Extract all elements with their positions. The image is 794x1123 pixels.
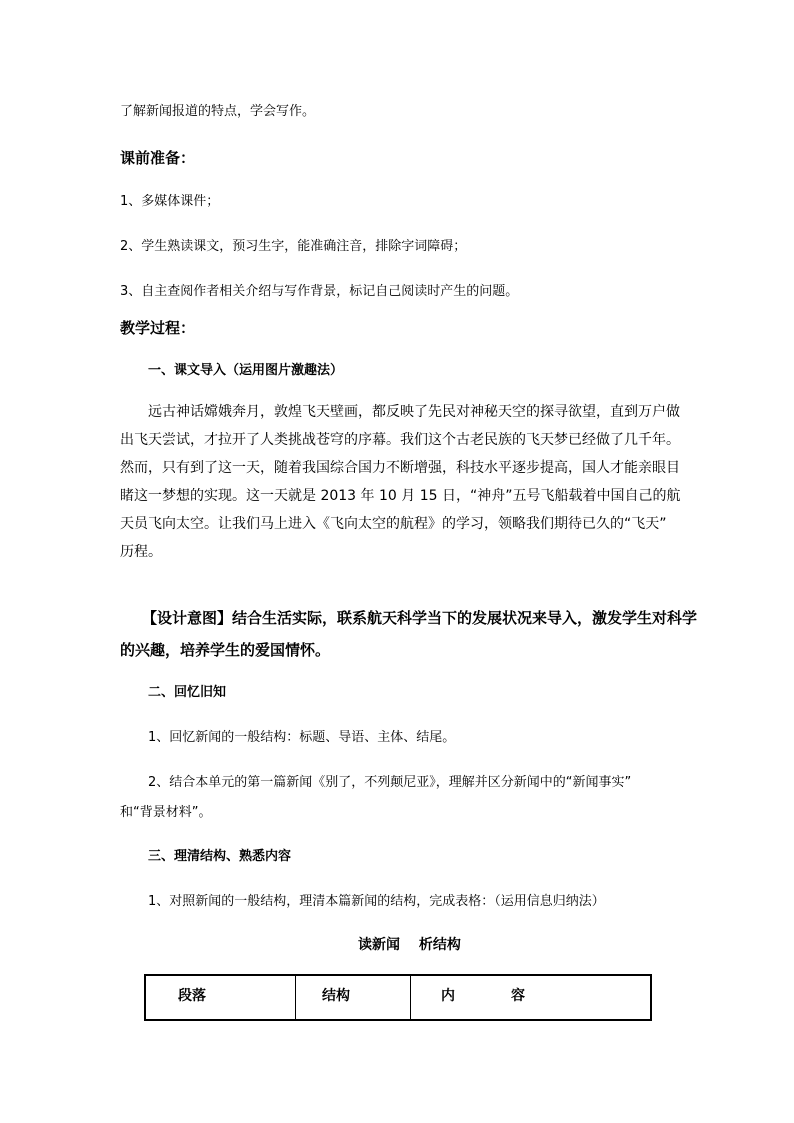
section2-item-1: 1、回忆新闻的一般结构：标题、导语、主体、结尾。 [148,730,456,745]
table-header-cell: 内 容 [411,975,652,1020]
table-header-cell: 段落 [145,975,296,1020]
section1-line: 出飞天尝试，才拉开了人类挑战苍穹的序幕。我们这个古老民族的飞天梦已经做了几千年。 [120,432,680,448]
prep-item-3: 3、自主查阅作者相关介绍与写作背景，标记自己阅读时产生的问题。 [120,284,519,299]
prep-item-2: 2、学生熟读课文，预习生字，能准确注音，排除字词障碍； [120,239,467,254]
prep-heading: 课前准备： [120,149,196,167]
section3-item-1: 1、对照新闻的一般结构，理清本篇新闻的结构，完成表格：（运用信息归纳法） [148,894,605,909]
section1-line: 睹这一梦想的实现。这一天就是 2013 年 10 月 15 日，“神舟”五号飞船载着中国自己的航 [120,488,681,504]
prep-item-1: 1、多媒体课件； [120,194,220,209]
section1-heading: 一、课文导入（运用图片激趣法） [148,363,344,378]
section1-line: 然而，只有到了这一天，随着我国综合国力不断增强，科技水平逐步提高，国人才能亲眼目 [120,460,680,476]
table-caption: 读新闻 析结构 [358,937,461,953]
design-line: 【设计意图】结合生活实际，联系航天科学当下的发展状况来导入，激发学生对科学 [142,609,698,627]
table-header-cell: 结构 [296,975,411,1020]
section2-item-2-line-1: 2、结合本单元的第一篇新闻《别了，不列颠尼亚》，理解并区分新闻中的“新闻事实” [148,775,632,790]
section1-line: 天员飞向太空。让我们马上进入《飞向太空的航程》的学习，领略我们期待已久的“飞天” [120,516,667,532]
section3-heading: 三、理清结构、熟悉内容 [148,849,292,864]
intro-line: 了解新闻报道的特点，学会写作。 [120,104,316,119]
section2-item-2-line-2: 和“背景材料”。 [120,805,212,820]
design-line: 的兴趣，培养学生的爱国情怀。 [120,641,331,659]
section2-heading: 二、回忆旧知 [148,685,227,700]
section1-line: 远古神话嫦娥奔月，敦煌飞天壁画，都反映了先民对神秘天空的探寻欲望，直到万户做 [148,404,680,420]
section1-line: 历程。 [120,544,162,560]
process-heading: 教学过程： [120,319,196,337]
structure-table [144,974,652,1021]
design-intent [120,602,698,666]
section1-paragraph [120,398,681,566]
table-header-row [145,975,651,1020]
